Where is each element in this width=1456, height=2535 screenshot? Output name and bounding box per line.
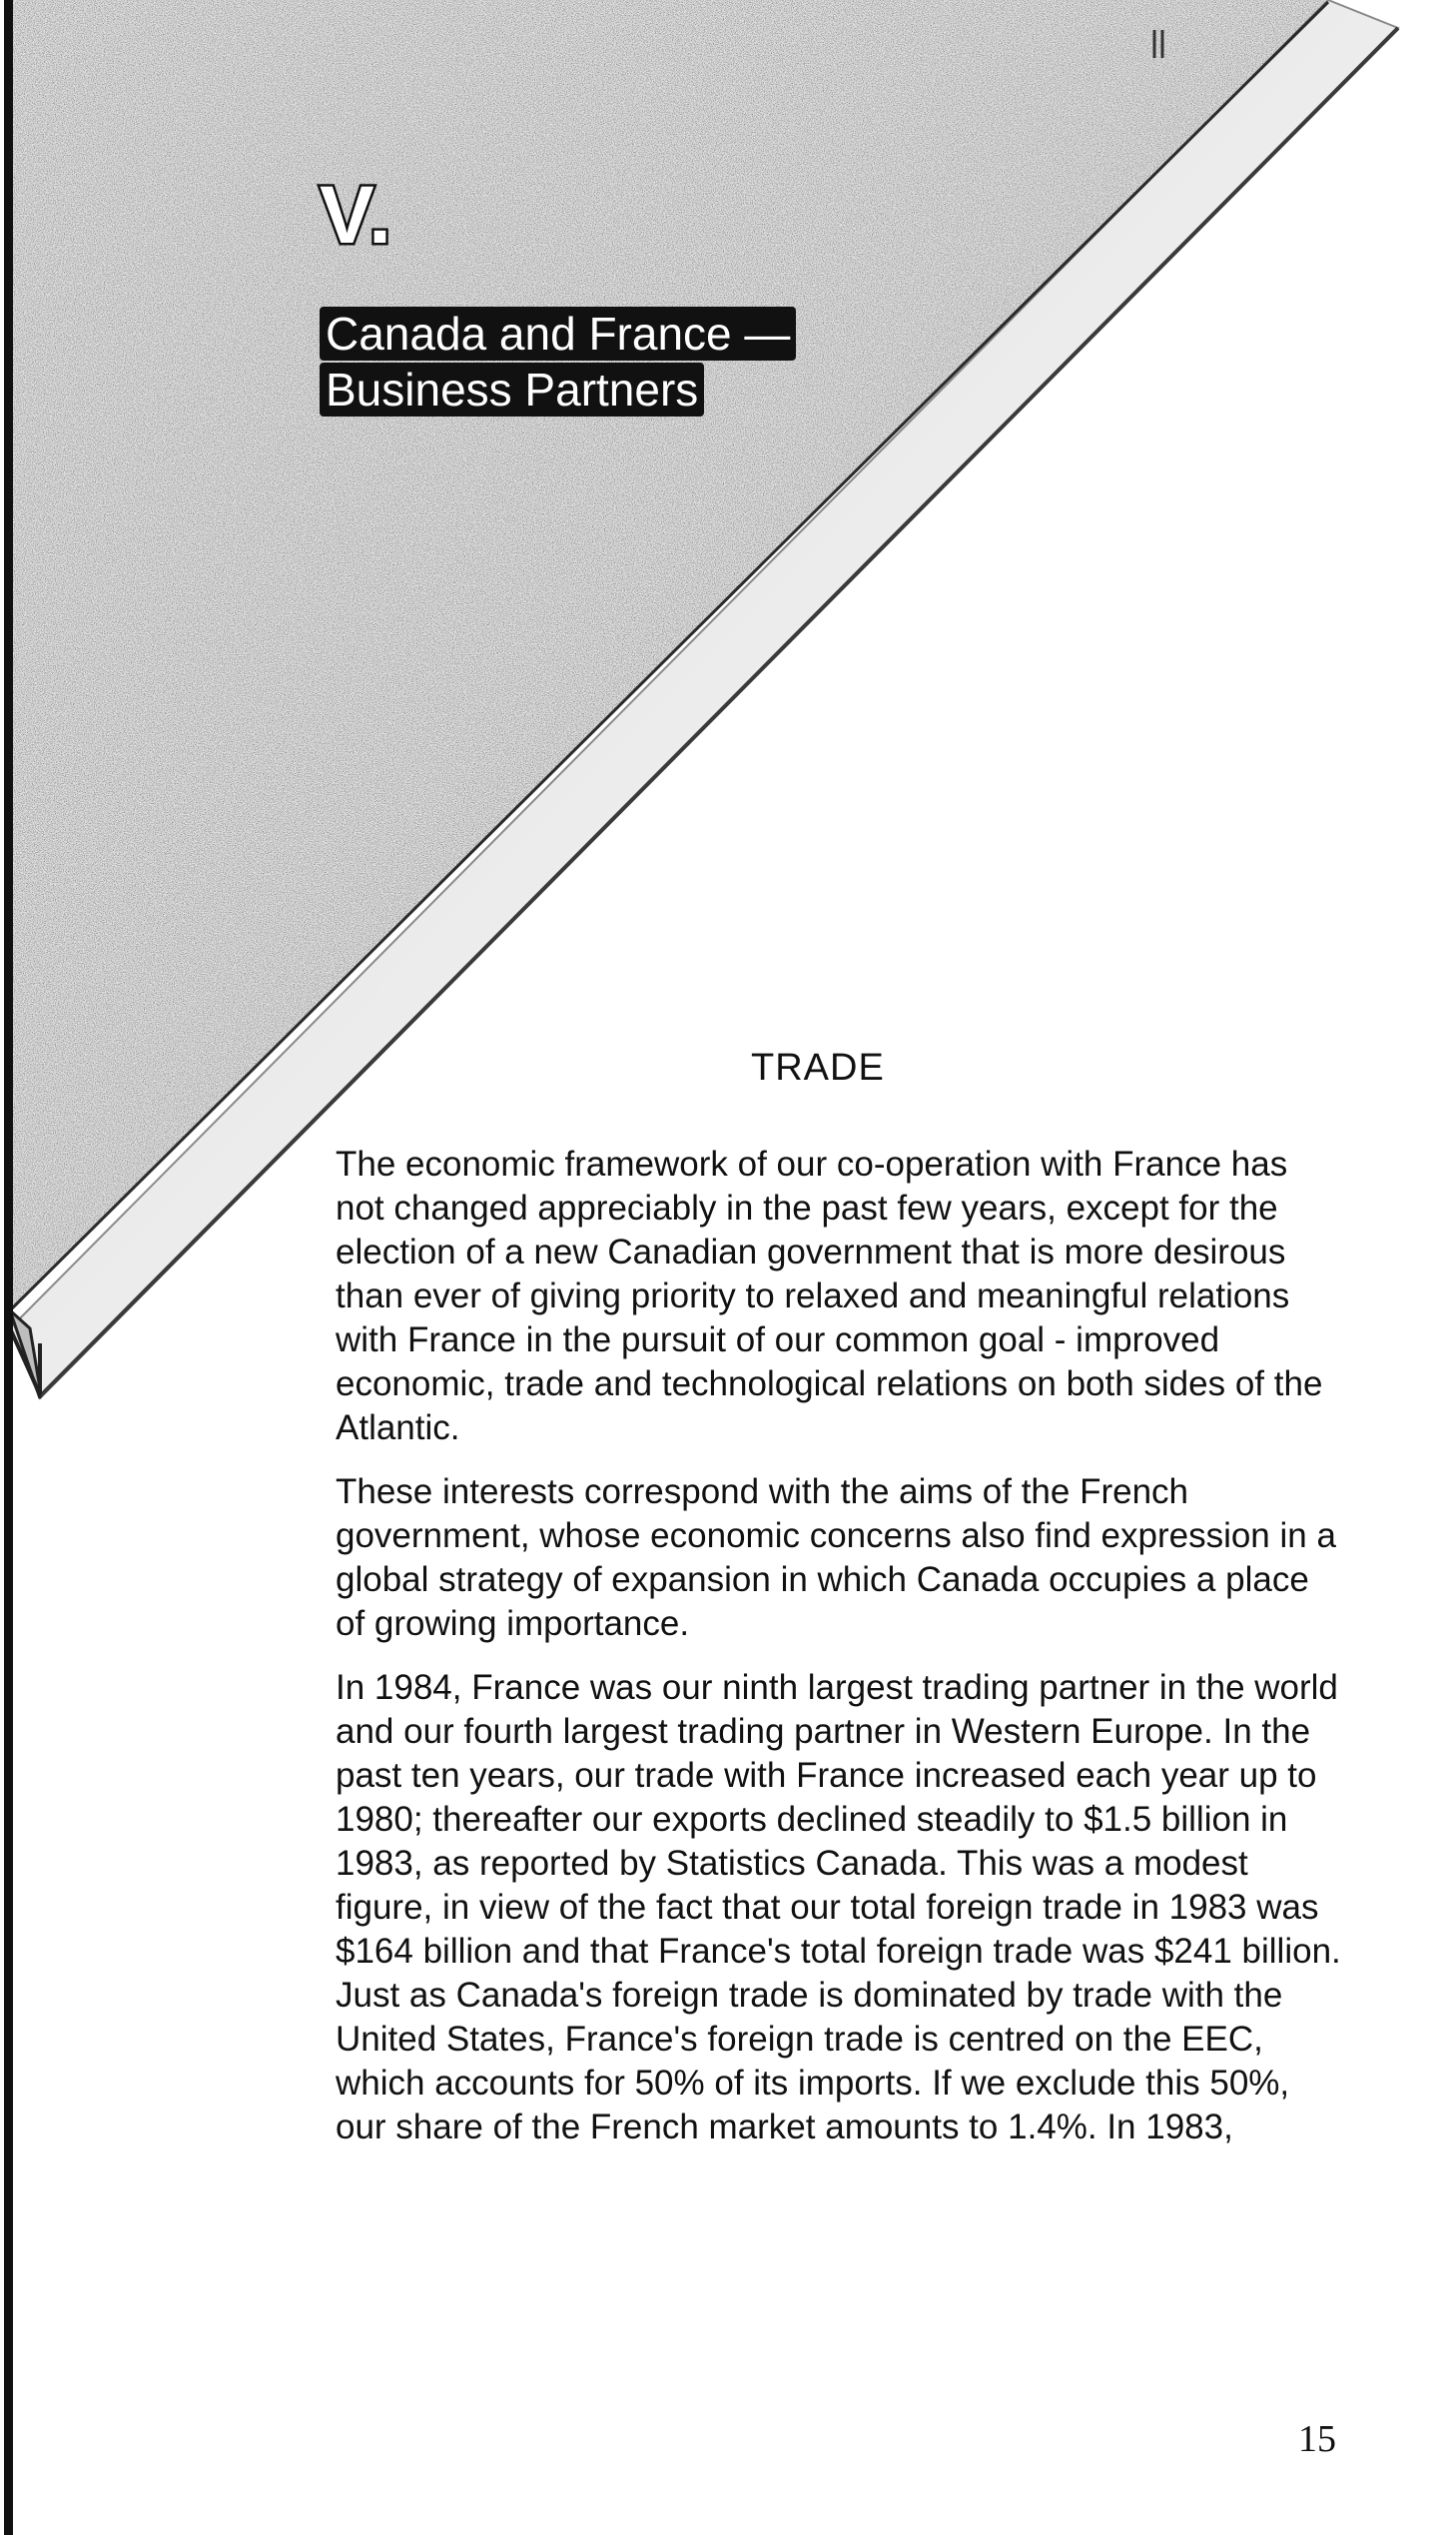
page-number: 15 [1298,2418,1336,2460]
body-text [336,1143,1344,2169]
section-heading: TRADE [751,1047,885,1089]
paragraph: In 1984, France was our ninth largest trading partner in the world and our fourth largest trading partner in Western Europe. In the past ten years, our trade with France increased each year up to 1980; thereafter our exports declined steadily to $1.5 billion in 1983, as reported by Statistics Canada. This was a modest figure, in view of the fact that our total foreign trade in 1983 was $164 billion and that France's total foreign trade was $241 billion. Just as Canada's foreign trade is dominated by trade with the United States, France's foreign trade is centred on the EEC, which accounts for 50% of its imports. If we exclude this 50%, our share of the French market amounts to 1.4%. In 1983, [336,1668,1341,2146]
chapter-heading [320,170,796,419]
paragraph: The economic framework of our co-operation with France has not changed appreciably in the past few years, except for the election of a new Canadian government that is more desirous than ever of giving priority to relaxed and meaningful relations with France in the pursuit of our common goal - improved economic, trade and technological relations on both sides of the Atlantic. [336,1145,1323,1447]
chapter-title-line-1: Canada and France — [320,307,796,361]
chapter-title [320,307,796,419]
chapter-title-line-2: Business Partners [320,363,704,417]
chapter-numeral: V. [320,170,393,261]
left-margin-rule [4,0,13,2535]
paragraph: These interests correspond with the aims of the French government, whose economic concerns also find expression in a global strategy of expansion in which Canada occupies a place of growing importance. [336,1472,1336,1643]
